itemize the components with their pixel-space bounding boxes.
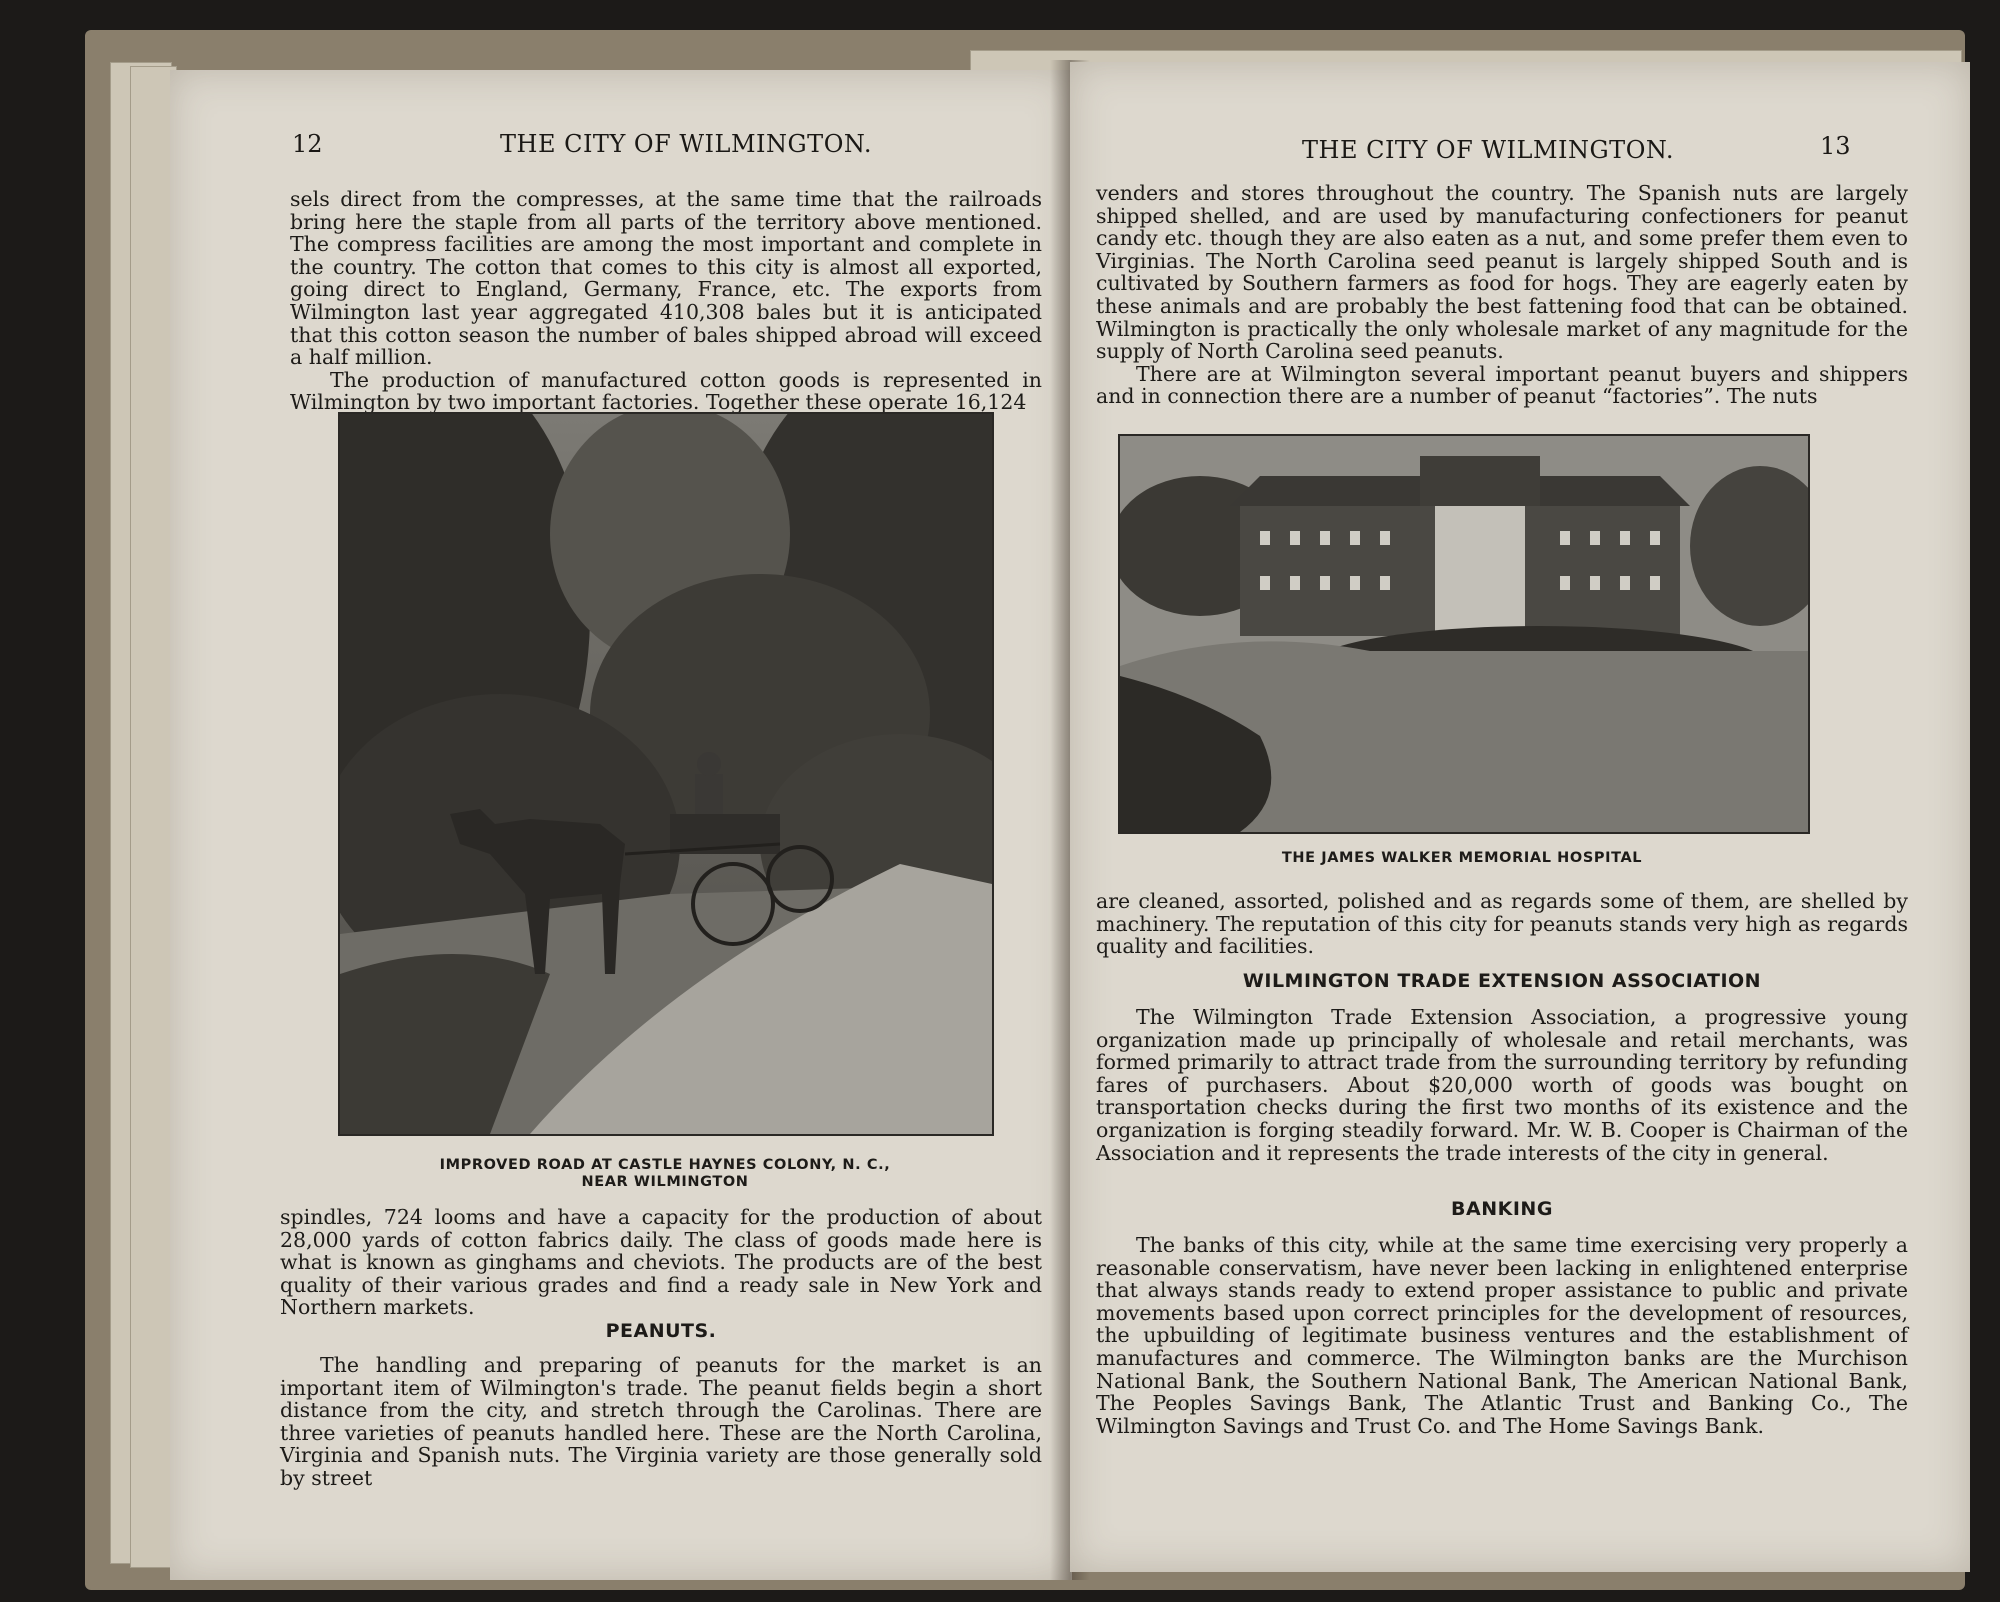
left-paragraph-1: sels direct from the compresses, at the same time that the railroads bring here the staple from all parts of the territory above mentioned. The compress facilities are among the most important and complete in the country. The cotton that comes to this city is almost all exported, going direct to England, Germany, France, etc. The exports from Wilmington last year aggregated 410,308 bales but it is anticipated that this cotton season the number of bales shipped abroad will exceed a half million. [290,187,1042,370]
right-running-head: THE CITY OF WILMINGTON. [1302,136,1674,164]
peanuts-heading: PEANUTS. [605,1320,717,1342]
horse-and-buggy-photo [338,412,994,1136]
right-paragraph-2: There are at Wilmington several important peanut buyers and shippers and in connection there are a number of peanut “factories”. The nuts [1096,361,1908,409]
trade-extension-paragraph: The Wilmington Trade Extension Association, a progressive young organization made up principally of wholesale and retail merchants, was formed primarily to attract trade from the surrounding territory by refunding fares of purchasers. About $20,000 worth of goods was bought on transportation checks during the first two months of its existence and the organization is forging steadily forward. Mr. W. B. Cooper is Chairman of the Association and it represents the trade interests of the city in general. [1096,1005,1908,1165]
right-paragraph-1: venders and stores throughout the country. The Spanish nuts are largely shipped shelled, and are used by manufacturing confectioners for peanut candy etc. though they are also eaten as a nut, and some prefer them even to Virginias. The North Carolina seed peanut is largely shipped South and is cultivated by Southern farmers as food for hogs. They are eagerly eaten by these animals and are probably the best fattening food that can be obtained. Wilmington is practically the only wholesale market of any magnitude for the supply of North Carolina seed peanuts. [1096,181,1908,364]
left-caption-line-1: IMPROVED ROAD AT CASTLE HAYNES COLONY, N. C., [439,1157,891,1173]
right-after-photo-text [1096,890,1908,958]
left-photo-caption [330,1157,1000,1191]
banking-heading: BANKING [1451,1198,1553,1220]
left-paragraph-3: spindles, 724 looms and have a capacity for the production of about 28,000 yards of cotton fabrics daily. The class of goods made here is what is known as ginghams and cheviots. The products are of the best quality of their various grades and find a ready sale in New York and Northern markets. [280,1205,1042,1320]
trade-extension-heading: WILMINGTON TRADE EXTENSION ASSOCIATION [1242,970,1762,992]
left-page [170,70,1072,1580]
left-page-number: 12 [292,130,323,158]
right-photo-caption: THE JAMES WALKER MEMORIAL HOSPITAL [1281,850,1643,866]
right-top-text [1096,182,1908,408]
right-page-number: 13 [1820,132,1851,160]
hospital-photo [1118,434,1810,834]
banking-paragraph: The banks of this city, while at the same time exercising very properly a reasonable conservatism, have never been lacking in enlightened enterprise that always stands ready to extend proper assistance to public and private movements based upon correct principles for the development of resources, the upbuilding of legitimate business ventures and the establishment of manufactures and commerce. The Wilmington banks are the Murchison National Bank, the Southern National Bank, The American National Bank, The Peoples Savings Bank, The Atlantic Trust and Banking Co., The Wilmington Savings and Trust Co. and The Home Savings Bank. [1096,1233,1908,1438]
right-paragraph-3: are cleaned, assorted, polished and as regards some of them, are shelled by machinery. The reputation of this city for peanuts stands very high as regards quality and facilities. [1096,889,1908,959]
banking-text [1096,1234,1908,1437]
peanuts-text [280,1354,1042,1490]
left-running-head: THE CITY OF WILMINGTON. [500,130,872,158]
left-paragraph-2: The production of manufactured cotton goods is represented in Wilmington by two important factories. Together these operate 16,124 [290,367,1042,415]
left-top-text [290,188,1042,414]
left-after-photo-text [280,1206,1042,1319]
trade-extension-text [1096,1006,1908,1164]
peanuts-paragraph: The handling and preparing of peanuts for the market is an important item of Wilmington's trade. The peanut fields begin a short distance from the city, and stretch through the Carolinas. There are three varieties of peanuts handled here. These are the North Carolina, Virginia and Spanish nuts. The Virginia variety are those generally sold by street [280,1353,1042,1490]
right-page [1070,62,1970,1572]
left-caption-line-2: NEAR WILMINGTON [581,1174,749,1190]
